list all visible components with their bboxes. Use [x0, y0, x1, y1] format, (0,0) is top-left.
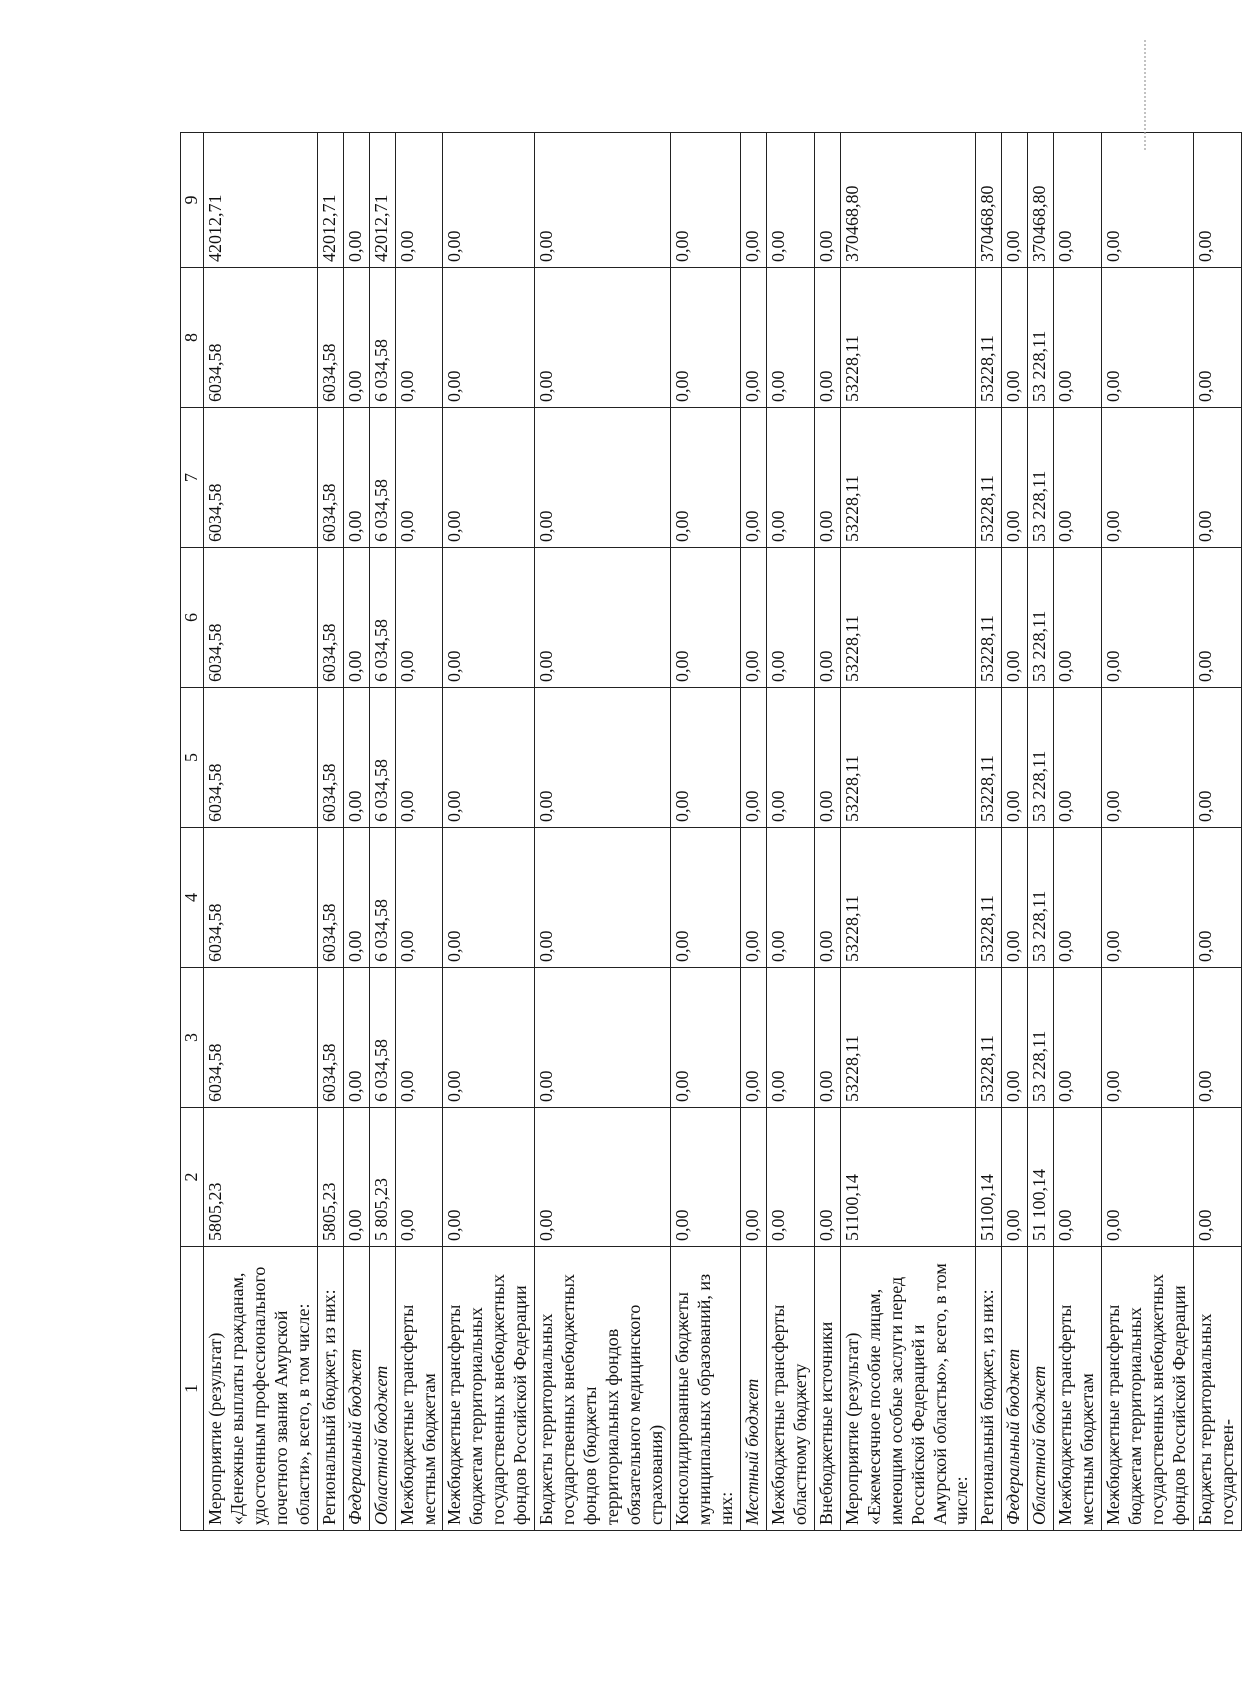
row-value: 0,00 [343, 1108, 369, 1247]
row-value: 0,00 [740, 828, 766, 968]
row-value: 53228,11 [840, 268, 976, 408]
row-value: 0,00 [1193, 548, 1241, 688]
row-value: 51100,14 [976, 1108, 1002, 1247]
row-value: 0,00 [1193, 268, 1241, 408]
table-row [1002, 133, 1028, 1531]
row-value: 0,00 [814, 968, 840, 1108]
row-value: 0,00 [395, 133, 443, 268]
budget-table [180, 132, 1242, 1531]
row-value: 0,00 [814, 408, 840, 548]
table-row [1028, 133, 1054, 1531]
row-value: 0,00 [1102, 688, 1194, 828]
row-value: 42012,71 [203, 133, 317, 268]
table-row [671, 133, 741, 1531]
row-value: 0,00 [443, 548, 535, 688]
row-value: 0,00 [671, 828, 741, 968]
row-value: 0,00 [1002, 408, 1028, 548]
row-value: 53228,11 [976, 968, 1002, 1108]
table-row [766, 133, 814, 1531]
row-value: 0,00 [1102, 828, 1194, 968]
row-value: 0,00 [740, 548, 766, 688]
row-value: 0,00 [1193, 828, 1241, 968]
row-value: 0,00 [814, 133, 840, 268]
row-value: 0,00 [1054, 408, 1102, 548]
table-row [740, 133, 766, 1531]
row-value: 0,00 [766, 268, 814, 408]
row-value: 0,00 [814, 1108, 840, 1247]
row-value: 53 228,11 [1028, 688, 1054, 828]
row-value: 0,00 [1002, 133, 1028, 268]
table-row [369, 133, 395, 1531]
row-value: 0,00 [1002, 828, 1028, 968]
row-value: 0,00 [535, 968, 671, 1108]
row-value: 0,00 [535, 133, 671, 268]
row-value: 6034,58 [317, 968, 343, 1108]
row-value: 0,00 [1054, 968, 1102, 1108]
row-value: 0,00 [343, 688, 369, 828]
row-value: 42012,71 [369, 133, 395, 268]
row-value: 0,00 [395, 268, 443, 408]
row-value: 0,00 [395, 688, 443, 828]
row-value: 0,00 [1054, 688, 1102, 828]
row-value: 53228,11 [976, 268, 1002, 408]
row-value: 0,00 [814, 688, 840, 828]
row-value: 0,00 [1102, 1108, 1194, 1247]
row-value: 0,00 [343, 968, 369, 1108]
table-row [1193, 133, 1241, 1531]
column-header: 6 [181, 548, 204, 688]
row-label: Мероприятие (результат) «Денежные выплаты гражданам, удостоенным профессионального почетного звания Амурской области», всего, в том числе: [203, 1247, 317, 1531]
row-value: 6034,58 [203, 968, 317, 1108]
row-value: 0,00 [1002, 688, 1028, 828]
row-value: 0,00 [766, 688, 814, 828]
row-value: 6034,58 [203, 268, 317, 408]
row-value: 0,00 [343, 828, 369, 968]
table-row [395, 133, 443, 1531]
row-value: 5805,23 [317, 1108, 343, 1247]
row-label: Бюджеты территориальных государствен- [1193, 1247, 1241, 1531]
table-row [443, 133, 535, 1531]
row-value: 0,00 [766, 1108, 814, 1247]
row-value: 51 100,14 [1028, 1108, 1054, 1247]
row-value: 6 034,58 [369, 548, 395, 688]
row-value: 53 228,11 [1028, 268, 1054, 408]
row-value: 0,00 [1102, 133, 1194, 268]
table-row [343, 133, 369, 1531]
row-value: 0,00 [671, 1108, 741, 1247]
row-value: 6 034,58 [369, 268, 395, 408]
row-value: 53228,11 [840, 548, 976, 688]
column-header: 7 [181, 408, 204, 548]
row-value: 53228,11 [976, 688, 1002, 828]
row-value: 0,00 [1193, 968, 1241, 1108]
row-label: Консолидированные бюджеты муниципальных образований, из них: [671, 1247, 741, 1531]
row-value: 0,00 [1054, 133, 1102, 268]
row-value: 0,00 [1002, 968, 1028, 1108]
row-value: 6034,58 [203, 688, 317, 828]
row-value: 42012,71 [317, 133, 343, 268]
row-value: 53 228,11 [1028, 548, 1054, 688]
row-value: 0,00 [443, 968, 535, 1108]
row-label: Региональный бюджет, из них: [317, 1247, 343, 1531]
row-value: 0,00 [671, 133, 741, 268]
scan-artifact [1144, 40, 1152, 150]
row-value: 53228,11 [976, 828, 1002, 968]
column-header: 1 [181, 1247, 204, 1531]
row-value: 0,00 [740, 688, 766, 828]
column-header: 2 [181, 1108, 204, 1247]
row-value: 0,00 [1054, 828, 1102, 968]
row-value: 53228,11 [840, 688, 976, 828]
row-label: Федеральный бюджет [1002, 1247, 1028, 1531]
row-value: 53 228,11 [1028, 968, 1054, 1108]
row-value: 5805,23 [203, 1108, 317, 1247]
table-row [317, 133, 343, 1531]
row-value: 0,00 [395, 968, 443, 1108]
row-value: 0,00 [1193, 688, 1241, 828]
row-label: Межбюджетные трансферты бюджетам территориальных государственных внебюджетных фондов Российской Федерации [443, 1247, 535, 1531]
row-value: 53228,11 [976, 548, 1002, 688]
row-value: 53228,11 [840, 828, 976, 968]
row-value: 0,00 [766, 548, 814, 688]
row-value: 370468,80 [1028, 133, 1054, 268]
column-header: 8 [181, 268, 204, 408]
row-value: 0,00 [814, 828, 840, 968]
row-value: 0,00 [1193, 133, 1241, 268]
column-header: 5 [181, 688, 204, 828]
row-value: 0,00 [535, 688, 671, 828]
row-value: 0,00 [1193, 408, 1241, 548]
row-value: 0,00 [766, 408, 814, 548]
row-value: 0,00 [535, 548, 671, 688]
row-value: 53228,11 [840, 968, 976, 1108]
row-label: Внебюджетные источники [814, 1247, 840, 1531]
row-value: 0,00 [443, 1108, 535, 1247]
row-value: 0,00 [1054, 268, 1102, 408]
row-value: 0,00 [535, 828, 671, 968]
table-row [976, 133, 1002, 1531]
row-label: Областной бюджет [1028, 1247, 1054, 1531]
row-value: 6034,58 [203, 408, 317, 548]
row-value: 6034,58 [317, 408, 343, 548]
row-value: 0,00 [395, 828, 443, 968]
rotated-table-wrapper [180, 133, 1237, 1531]
row-label: Мероприятие (результат) «Ежемесячное пособие лицам, имеющим особые заслуги перед Российской Федерацией и Амурской областью», всего, в том числе: [840, 1247, 976, 1531]
row-label: Межбюджетные трансферты бюджетам территориальных государственных внебюджетных фондов Российской Федерации [1102, 1247, 1194, 1531]
row-value: 0,00 [1002, 1108, 1028, 1247]
row-value: 6 034,58 [369, 408, 395, 548]
table-row [203, 133, 317, 1531]
row-value: 53228,11 [976, 408, 1002, 548]
row-value: 0,00 [1054, 548, 1102, 688]
row-value: 0,00 [671, 968, 741, 1108]
row-value: 0,00 [740, 133, 766, 268]
row-value: 0,00 [766, 133, 814, 268]
row-value: 53 228,11 [1028, 408, 1054, 548]
row-value: 6 034,58 [369, 688, 395, 828]
row-value: 0,00 [814, 548, 840, 688]
row-value: 6034,58 [317, 548, 343, 688]
row-value: 0,00 [814, 268, 840, 408]
row-value: 0,00 [671, 408, 741, 548]
row-label: Бюджеты территориальных государственных внебюджетных фондов (бюджеты территориальных фондов обязательного медицинского страхования) [535, 1247, 671, 1531]
row-value: 6034,58 [203, 828, 317, 968]
row-value: 0,00 [1054, 1108, 1102, 1247]
column-header: 4 [181, 828, 204, 968]
row-value: 0,00 [740, 268, 766, 408]
row-value: 0,00 [766, 968, 814, 1108]
row-value: 0,00 [343, 548, 369, 688]
row-label: Региональный бюджет, из них: [976, 1247, 1002, 1531]
row-value: 0,00 [1102, 548, 1194, 688]
row-value: 0,00 [343, 408, 369, 548]
row-value: 0,00 [671, 268, 741, 408]
table-row [1054, 133, 1102, 1531]
row-value: 0,00 [343, 133, 369, 268]
row-value: 0,00 [395, 1108, 443, 1247]
row-value: 0,00 [443, 828, 535, 968]
column-header: 9 [181, 133, 204, 268]
row-value: 6 034,58 [369, 968, 395, 1108]
row-value: 0,00 [671, 548, 741, 688]
row-value: 6034,58 [317, 688, 343, 828]
row-value: 0,00 [343, 268, 369, 408]
row-value: 0,00 [740, 968, 766, 1108]
row-value: 0,00 [443, 408, 535, 548]
row-value: 0,00 [1002, 548, 1028, 688]
row-value: 0,00 [535, 408, 671, 548]
row-value: 0,00 [535, 1108, 671, 1247]
row-value: 6034,58 [317, 828, 343, 968]
row-value: 6034,58 [203, 548, 317, 688]
row-value: 0,00 [395, 548, 443, 688]
row-value: 0,00 [671, 688, 741, 828]
row-value: 0,00 [1102, 408, 1194, 548]
row-value: 0,00 [740, 1108, 766, 1247]
table-header-row [181, 133, 204, 1531]
row-value: 0,00 [740, 408, 766, 548]
row-value: 0,00 [535, 268, 671, 408]
row-value: 53 228,11 [1028, 828, 1054, 968]
row-label: Местный бюджет [740, 1247, 766, 1531]
table-row [1102, 133, 1194, 1531]
table-row [840, 133, 976, 1531]
row-value: 370468,80 [840, 133, 976, 268]
row-label: Межбюджетные трансферты областному бюджету [766, 1247, 814, 1531]
row-value: 5 805,23 [369, 1108, 395, 1247]
table-body [181, 133, 1242, 1531]
row-value: 6 034,58 [369, 828, 395, 968]
table-row [814, 133, 840, 1531]
row-value: 370468,80 [976, 133, 1002, 268]
row-value: 0,00 [443, 133, 535, 268]
row-value: 6034,58 [317, 268, 343, 408]
row-value: 0,00 [766, 828, 814, 968]
row-value: 0,00 [1193, 1108, 1241, 1247]
row-label: Межбюджетные трансферты местным бюджетам [395, 1247, 443, 1531]
row-value: 51100,14 [840, 1108, 976, 1247]
row-label: Областной бюджет [369, 1247, 395, 1531]
row-value: 0,00 [1102, 268, 1194, 408]
row-value: 53228,11 [840, 408, 976, 548]
row-value: 0,00 [443, 268, 535, 408]
row-label: Межбюджетные трансферты местным бюджетам [1054, 1247, 1102, 1531]
row-value: 0,00 [1002, 268, 1028, 408]
row-value: 0,00 [1102, 968, 1194, 1108]
row-label: Федеральный бюджет [343, 1247, 369, 1531]
column-header: 3 [181, 968, 204, 1108]
row-value: 0,00 [443, 688, 535, 828]
row-value: 0,00 [395, 408, 443, 548]
table-row [535, 133, 671, 1531]
